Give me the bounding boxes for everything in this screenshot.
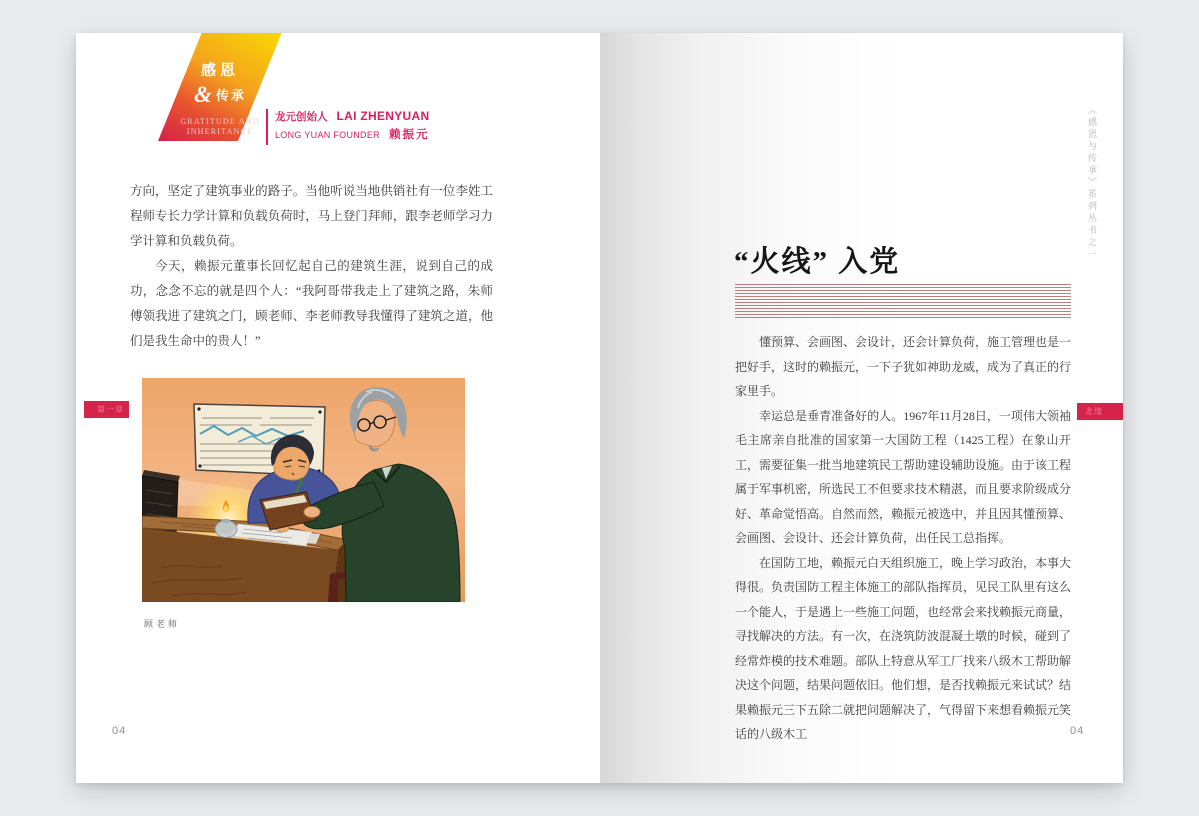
series-caption-vertical: 《感恩与传承》系列丛书之一	[1087, 105, 1097, 261]
title-stripes-decoration	[735, 284, 1071, 318]
logo-text-en: GRATITUDE AND INHERITANCE	[180, 117, 260, 136]
right-page	[600, 33, 1123, 783]
founder-title-cn: 龙元创始人	[275, 111, 328, 123]
illustration-caption: 顾老师	[144, 619, 181, 629]
book-spread	[76, 33, 1123, 783]
tutoring-scene-illustration	[142, 378, 465, 602]
left-body-text	[130, 179, 493, 354]
chapter-tab-right: 龙缘	[1077, 403, 1123, 420]
paragraph: 在国防工地，赖振元白天组织施工，晚上学习政治，本事大得很。负责国防工程主体施工的部队指挥员，见民工队里有这么一个能人，于是遇上一些施工问题，也经常会来找赖振元商量，寻找解决的方法。有一次，在浇筑防波混凝土墩的时候，碰到了经常炸模的技术难题。部队上特意从军工厂找来八级木工帮助解决这个问题，结果问题依旧。他们想，是否找赖振元来试试？结果赖振元三下五除二就把问题解决了，气得留下来想看赖振元笑话的八级木工	[735, 555, 1072, 741]
page-number-right: 04	[1070, 725, 1085, 737]
logo-text-cn-top: 感恩	[200, 63, 239, 79]
paragraph: 幸运总是垂青准备好的人。1967年11月28日，一项伟大领袖毛主席亲自批准的国家第一大国防工程（1425工程）在象山开工，需要征集一批当地建筑民工帮助建设辅助设施。由于该工程属于军事机密，所选民工不但要求技术精湛，而且要求阶级成分好、革命觉悟高。自然而然，赖振元被选中，并且因其懂预算、会画图、会设计、还会计算负荷，出任民工总指挥。	[735, 408, 1072, 545]
chapter-tab-left: 第一章	[84, 401, 129, 418]
left-page	[76, 33, 600, 783]
paragraph: 今天，赖振元董事长回忆起自己的建筑生涯，说到自己的成功，念念不忘的就是四个人：“我阿哥带我走上了建筑之路，朱师傅领我进了建筑之门，顾老师、李老师教导我懂得了建筑之道，他们是我生命中的贵人！”	[130, 259, 493, 348]
founder-name-en: LAI ZHENYUAN	[336, 109, 430, 123]
paragraph: 方向，坚定了建筑事业的路子。当他听说当地供销社有一位李姓工程师专长力学计算和负载负荷时，马上登门拜师，跟李老师学习力学计算和负载负荷。	[130, 184, 493, 248]
paragraph: 懂预算、会画图、会设计，还会计算负荷，施工管理也是一把好手，这时的赖振元，一下子犹如神助龙威，成为了真正的行家里手。	[735, 335, 1072, 398]
founder-name-cn: 赖振元	[388, 129, 430, 141]
logo-text-cn-bottom: & 传承	[194, 82, 246, 107]
ampersand-glyph: &	[194, 82, 212, 107]
section-title: “火线” 入党	[734, 246, 901, 278]
founder-caption	[266, 109, 429, 145]
founder-title-en: LONG YUAN FOUNDER	[275, 130, 380, 140]
page-number-left: 04	[112, 725, 127, 737]
gratitude-logo-shape	[158, 33, 282, 141]
right-body-text	[735, 330, 1071, 747]
